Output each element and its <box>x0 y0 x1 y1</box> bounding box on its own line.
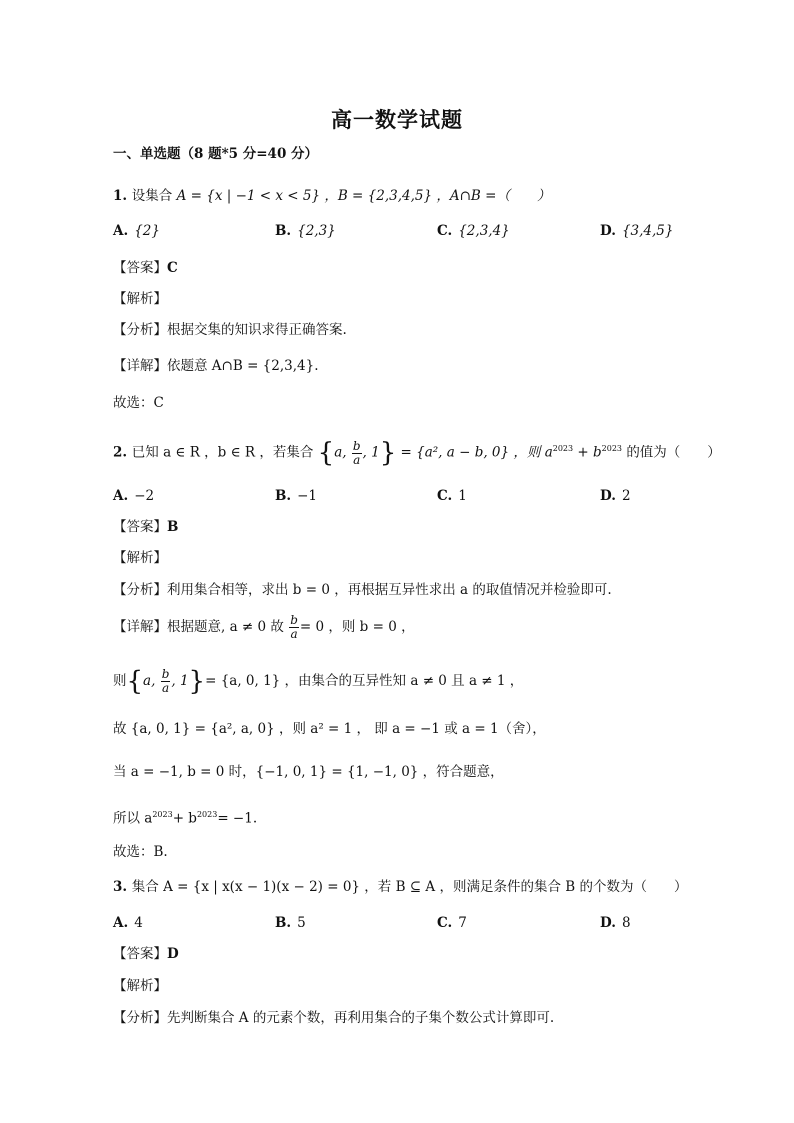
option-label: A. <box>113 223 129 239</box>
q2-stem <box>113 438 721 467</box>
q3-fenxi <box>113 1007 554 1029</box>
q2-stem-d: 的值为（ ） <box>626 444 721 461</box>
option-label: D. <box>600 915 616 931</box>
q3-stem-text: 集合 A = {x | x(x − 1)(x − 2) = 0} ，若 B ⊆ A ，则满足条件的集合 B 的个数为（ ） <box>131 879 688 895</box>
q2-option-d[interactable] <box>600 485 631 507</box>
q3-analysis-heading: 【解析】 <box>113 978 167 994</box>
option-text: 1 <box>458 488 467 504</box>
left-brace: { <box>317 438 335 468</box>
answer-label: 【答案】 <box>113 946 167 962</box>
option-text: −2 <box>134 488 155 504</box>
xiangjie-label: 【详解】 <box>113 619 167 635</box>
q2-option-c[interactable] <box>437 485 467 507</box>
option-label: D. <box>600 223 616 239</box>
q1-stem <box>113 185 550 207</box>
set-inner: a, <box>334 444 351 461</box>
exponent: 2023 <box>196 810 218 819</box>
q3-number: 3. <box>113 879 132 895</box>
line2-a: 则 <box>113 673 127 689</box>
xiangjie-text: 依题意 A∩B = {2,3,4}. <box>167 358 319 374</box>
option-text: 7 <box>458 915 467 931</box>
fenxi-label: 【分析】 <box>113 1010 167 1026</box>
answer-value: B <box>167 519 179 535</box>
xiangjie-text-a: 根据题意, a ≠ 0 故 <box>167 619 284 635</box>
answer-label: 【答案】 <box>113 260 167 276</box>
fenxi-text: 根据交集的知识求得正确答案. <box>167 322 347 338</box>
option-text: {3,4,5} <box>621 223 674 239</box>
option-text: 8 <box>621 915 631 931</box>
right-brace: } <box>379 438 397 468</box>
exponent: 2023 <box>152 810 173 819</box>
set-inner: a, <box>143 673 160 689</box>
option-text: −1 <box>297 488 318 504</box>
q2-option-a[interactable] <box>113 485 154 507</box>
option-label: B. <box>275 223 292 239</box>
q1-analysis-heading: 【解析】 <box>113 291 167 307</box>
q1-xiangjie <box>113 355 319 377</box>
answer-value: C <box>167 260 178 276</box>
q2-stem-b: = {a², a − b, 0} ，则 a <box>400 444 553 461</box>
q1-choose: 故选：C <box>113 395 164 411</box>
q1-number: 1. <box>113 188 132 204</box>
option-label: C. <box>437 915 453 931</box>
section-heading: 一、单选题（8 题*5 分=40 分） <box>113 146 319 162</box>
fraction-b-over-a <box>352 440 362 467</box>
q2-number: 2. <box>113 444 132 461</box>
fraction-b-over-a <box>161 668 171 695</box>
exponent: 2023 <box>552 444 574 453</box>
q1-option-c[interactable] <box>437 220 510 242</box>
q2-line5 <box>113 804 257 830</box>
q1-stem-math: A = {x | −1 < x < 5} ，B = {2,3,4,5} ，A∩B =（ ） <box>176 188 551 204</box>
left-brace: { <box>126 666 144 697</box>
frac-denominator: a <box>353 452 361 467</box>
frac-numerator: b <box>290 613 298 627</box>
q3-option-a[interactable] <box>113 912 143 934</box>
option-text: {2} <box>134 223 160 239</box>
q1-stem-text: 设集合 <box>131 188 173 204</box>
q2-line4: 当 a = −1, b = 0 时，{−1, 0, 1} = {1, −1, 0} ，符合题意， <box>113 764 504 780</box>
q2-xiangjie <box>113 614 415 641</box>
fenxi-label: 【分析】 <box>113 582 167 598</box>
frac-denominator: a <box>290 627 298 641</box>
q2-line2 <box>113 668 523 695</box>
line5-a: 所以 a <box>113 810 153 827</box>
q3-option-c[interactable] <box>437 912 467 934</box>
set-tail: , 1 <box>171 673 189 689</box>
option-text: 4 <box>134 915 143 931</box>
fenxi-text: 利用集合相等，求出 b = 0 ，再根据互异性求出 a 的取值情况并检验即可. <box>167 582 612 598</box>
frac-numerator: b <box>161 667 170 681</box>
option-text: {2,3,4} <box>458 223 510 239</box>
option-label: B. <box>275 915 292 931</box>
q3-answer <box>113 943 179 965</box>
xiangjie-label: 【详解】 <box>113 358 167 374</box>
option-label: A. <box>113 488 129 504</box>
q3-option-d[interactable] <box>600 912 631 934</box>
line2-b: = {a, 0, 1} ，由集合的互异性知 a ≠ 0 且 a ≠ 1 ， <box>205 673 524 689</box>
q1-answer <box>113 257 178 279</box>
q2-analysis-heading: 【解析】 <box>113 550 167 566</box>
xiangjie-text-b: = 0 ，则 b = 0 ， <box>299 619 415 635</box>
fenxi-text: 先判断集合 A 的元素个数，再利用集合的子集个数公式计算即可. <box>167 1010 555 1026</box>
frac-denominator: a <box>161 681 170 695</box>
exponent: 2023 <box>601 444 623 453</box>
answer-value: D <box>167 946 179 962</box>
q2-stem-c: + b <box>577 444 602 461</box>
q2-option-b[interactable] <box>275 485 317 507</box>
q2-stem-a: 已知 a ∈ R ，b ∈ R ，若集合 <box>131 444 314 461</box>
fenxi-label: 【分析】 <box>113 322 167 338</box>
q2-fenxi <box>113 579 612 601</box>
q1-fenxi <box>113 319 347 341</box>
option-label: A. <box>113 915 129 931</box>
page-title: 高一数学试题 <box>331 107 463 132</box>
frac-numerator: b <box>352 438 361 453</box>
q2-line3: 故 {a, 0, 1} = {a², a, 0} ，则 a² = 1 ， 即 a = −1 或 a = 1（舍）， <box>113 721 546 737</box>
line5-b: + b <box>172 810 197 827</box>
option-label: C. <box>437 488 453 504</box>
option-text: 5 <box>297 915 306 931</box>
option-text: 2 <box>621 488 631 504</box>
q2-answer <box>113 516 178 538</box>
option-label: C. <box>437 223 453 239</box>
fraction-b-over-a <box>289 614 299 641</box>
option-label: B. <box>275 488 292 504</box>
q1-option-b[interactable] <box>275 220 336 242</box>
q1-option-d[interactable] <box>600 220 673 242</box>
right-brace: } <box>188 666 206 697</box>
q2-choose: 故选：B. <box>113 844 168 860</box>
q1-option-a[interactable] <box>113 220 160 242</box>
answer-label: 【答案】 <box>113 519 167 535</box>
q3-stem <box>113 876 687 898</box>
option-text: {2,3} <box>297 223 336 239</box>
q3-option-b[interactable] <box>275 912 306 934</box>
line5-c: = −1. <box>217 810 258 827</box>
set-tail: , 1 <box>362 444 380 461</box>
option-label: D. <box>600 488 616 504</box>
